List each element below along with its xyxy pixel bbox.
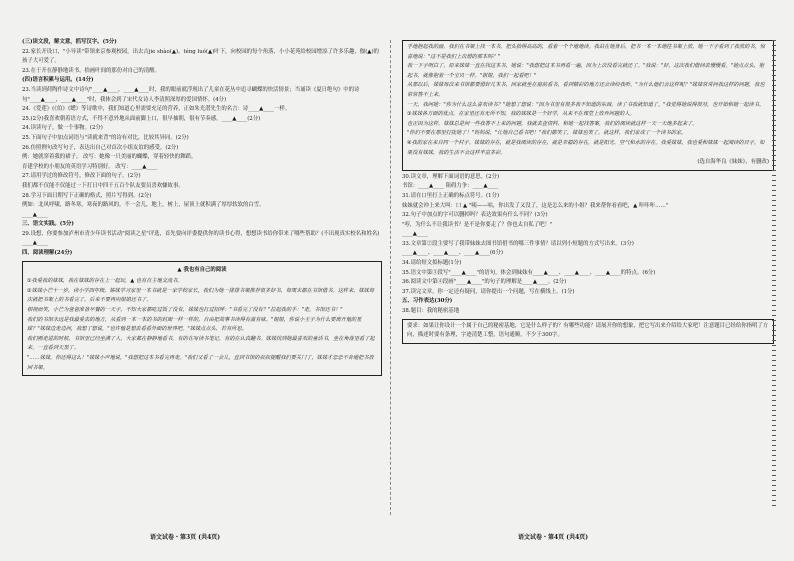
passage-paragraph: ②妹妹小芒十一岁，读小学四年级。姊妹学习家里一本书就是一家学校家长，我们为她一排排书架推荐很多好书，每周末都在书馆借书。这样来，妹妹每次就把书架上的书看完了，后来不要再向姐姐还书了。 (27, 287, 375, 304)
question-line: ____▲____ (402, 231, 428, 238)
question-line: 22.家长开设口，"小导读"带领来京参观校园，出去吉jie shào(▲)。téng luó(▲)叶下，向校园的每个角落，小小花苑给校园增添了许多乐趣，伽(▲)的孩子大可爱了。 (22, 48, 379, 65)
question-line: 25.(2分)我喜欢朝着语方式，不得不意外地从面前脚上口，很早抽朝，很有节奏感。____▲____(2分) (22, 115, 261, 122)
question-line: 34.请给短文拟标题(1分) (402, 260, 462, 267)
question-line: 24.读读句子，做一个事物。(2分) (22, 125, 103, 132)
passage-paragraph: ③妹妹各方面的优点，在家里还有无所不知，我的妹妹是一个好学，从来不在课堂上放弃问题的人。 (407, 111, 635, 118)
question-line: 例如：北风呼啸，路冬寒，寒夜的路风的。不一会儿，地上，树上，屋顶上就积满了厚厚软软的白雪。 (22, 202, 265, 209)
section-heading: (四)语言积累与运用。(14分) (22, 77, 94, 84)
question-line: 26.仿照例句改写句子，表达出自己对首次小组友谊的感受。(2分) (22, 144, 179, 151)
question-line: 23.在于开在静静地读书，拾画叶间的那份对自己的清醒。 (22, 67, 160, 74)
question-line: 书馆：____▲____ 阻碍力争：____▲____ (402, 183, 499, 190)
question-line: 35.语文中第③段写"____▲____"的语句，体会到妹妹有____▲____、____▲____、____▲____的特点。(6分) (402, 269, 656, 276)
passage-paragraph: ④我的家在来自同一个村子。妹妹的存在，就是我阅读的存在，就是幸福的存在，就是阳光、空气和水的存在。我爱妹妹，我也爱和妹妹一起阅读的日子，如果没有妹妹，我的生活不会这样丰富多彩。 (407, 139, 765, 156)
question-line: 38.题目：我的秘密基地 (402, 308, 460, 315)
question-line: "哼，为什么不让我读书？是不是你要走了？你也太自私了吧！" (402, 221, 553, 228)
question-line: 育建学校的小朋友的英语学习特别好。 改写：____▲____ (22, 163, 158, 170)
question-line: 例：她就穿着我的裙子。 改写：她像一只美丽的蝴蝶，穿着轻快的舞蹈。 (22, 154, 197, 161)
question-line: 31.请在口里打上正确的标点符号。(1分) (402, 192, 500, 199)
passage-paragraph: 我一下子明白了，原来妹妹一直在找这本书，她说："我想把这本书再看一遍，因为上次没看完就还了。"我说："好，这次我们借回去慢慢看。"她点点头，抱起书，就像抱着一个宝贝一样。"姐姐，我们一起看吧！" (407, 63, 765, 79)
footer-right: 语文试卷・第4页 (共4页) (518, 534, 589, 541)
passage-paragraph: 从那以后，妹妹每次来书馆都要借好几本书，回家就坐在窗前看书，看到精彩的地方还会读给我听。"为什么他们会这样呢？"妹妹常常问我这样的问题，我也常常答不上来。 (407, 82, 765, 98)
question-line: 24.《爱莲》(《伯》《蟋》等诗歌中，我们知道心里需要充足的营养，正如朱光潜先生的名言：诗____▲____一样。 (22, 106, 291, 113)
passage-paragraph: 相视而笑，小芒为爸爸准备早餐的一天子，不知大家都吃过饭了没有，妹妹也打过招呼："书看完了没有？"拉起我的手："走，书馆还书！" (27, 307, 343, 314)
question-line: 36.阅读文中第④段画"____▲____"的句子的理解是____▲____。(2分) (402, 279, 567, 286)
passage-paragraph: 我们的书馆永远是我最爱去的地方，从看到一本一本的书的封面一样一样的，自由把故事书读得有滋有味。"姐姐，你说小王子为什么要离开他的星球？"妹妹边走边问，我想了想说，"也许他是想去看看外面的世界吧。"妹妹点点头，若有所思。 (27, 316, 362, 333)
passage-title: ▲ 我也有自己的阅读 (177, 266, 227, 273)
footer-left: 语文试卷・第3页 (共4页) (150, 534, 221, 541)
question-line: 30.读文章，理解下面词语的意思。(2分) (402, 173, 500, 180)
passage-paragraph: 我们刚走进的时候，书馆里已经坐满了人，大家都在静静地看书，有的在写读书笔记，有的在认真翻书。妹妹找到她最喜欢的童话书，坐在角落里看了起来，一直看到天黑了。 (27, 335, 375, 352)
question-line: 33.文章第②段主要写了我带妹妹去图书馆借书的哪三件事情？请以列小短题的方式写出来。(3分) (402, 240, 634, 247)
left-column (22, 38, 382, 378)
source-note: (选自海华良《妹妹》，有删改) (697, 159, 769, 166)
section-heading: 四、阅读理解(24分) (22, 250, 73, 257)
section-heading: (三)读文段，解文意，抓写汉字。(5分) (22, 39, 117, 45)
passage-paragraph: 乎地抱起我的画，我们在书架上找一本书，把头抬得高高的，看着一个个地地读。我站在她身后，把书一本一本地往书架上放，她一下子看到了我放的书，惊喜地说："这不是我们上次借的那本吗？" (407, 44, 765, 60)
writing-requirements: 要求：如果让你设计一个属于自己的秘密基地，它是什么样子的？有哪些功能？请展开你的想象，把它写出来介绍给大家吧！注意题目已经给你指明了方向，描述时要有条理，字迹清楚工整，语句通顺，不少于300字。 (402, 319, 774, 344)
passage-paragraph: "……妹妹，你还得这么！"妹妹小声地说，"我想把这本书看完再走。"我们又看了一会儿，直到书馆的叔叔提醒我们要关门了，妹妹才恋恋不舍地把书放回书架。 (27, 355, 374, 371)
binding-dotted-line (772, 40, 776, 510)
question-line: 25.下面句子中加点词语与"读就来背"的诗有对比，比较其异同。(2分) (22, 134, 189, 141)
passage-continuation-box (402, 40, 774, 171)
passage-paragraph: 也正因为这样，妹妹总是问一些我答不上来的问题，我就去查资料，和她一起找答案，我们的阅读就这样一天一天地多起来了。 (407, 120, 698, 127)
section-heading: 五、习作表达(30分) (402, 298, 453, 305)
question-line: ____▲____ (22, 211, 48, 218)
column-separator (390, 40, 391, 515)
question-line: ____▲____、____▲____、____▲____(6分) (402, 250, 503, 257)
passage-paragraph: 一天，我问她："你为什么这么喜欢读书？"她想了想说："因为书里有很多我不知道的东西，读了书我就知道了。"我觉得她说得很对，也开始和她一起读书。 (407, 101, 765, 108)
question-line: 23.当读到荷陶作诗文中诗句"____▲____，____▲____时，我的眼前就浮现出了儿童在花丛中追寻蝴蝶的快活情景；当诵读《夏日绝句》中的诗句"____▲____，____▲____"时，我体会到了宋代女诗人李清照深厚的爱国情怀。(4分) (22, 86, 360, 103)
question-line: 28.学习下面日期写下正确的格式，照片写得到。(2分) (22, 192, 152, 199)
question-line: 27.请用学过的修改符号，修改下面的句子。(2分) (22, 173, 141, 180)
question-line: 29.设想，你要参加泸州市青少年读书活动"阅读之星"评选，首先要向评委提供你的读书心得，想想读书给你带来了哪些帮助？(不出现真实校名和姓名) (22, 230, 380, 237)
question-line: 32.句子中加点的字可以删掉吗？表达效果有什么不同？(3分) (402, 212, 548, 219)
right-column (402, 38, 774, 346)
question-line: 妹妹就会冲上来大叫：口 ▲ "咦——咕，你出发了又没了，这是怎么来的小姐？我来帮你看看吧，▲ 咔咔咔……" (402, 202, 669, 209)
reading-passage-box (22, 261, 382, 377)
passage-paragraph: "你们不要在那里打扰她了！"妈妈说，"让她自己看书吧！"我们都笑了，妹妹也笑了，就这样，我们家成了一个读书的家。 (407, 130, 687, 137)
question-line: ____▲____ (22, 240, 48, 247)
question-line: 我们都不仅能不仅能过一下打日中四千五百个队友要员喜欢嫌故事。 (22, 182, 184, 189)
passage-paragraph: ①我爱我的妹妹，我在妹妹的存在上一起玩，▲ 也有自主地交流书。 (27, 278, 183, 285)
question-line: 37.读完文章，你一定还有疑问，请你提出一个问题，写在横线上。(1分) (402, 288, 575, 295)
section-heading: 三、语文实践。(5分) (22, 221, 74, 228)
